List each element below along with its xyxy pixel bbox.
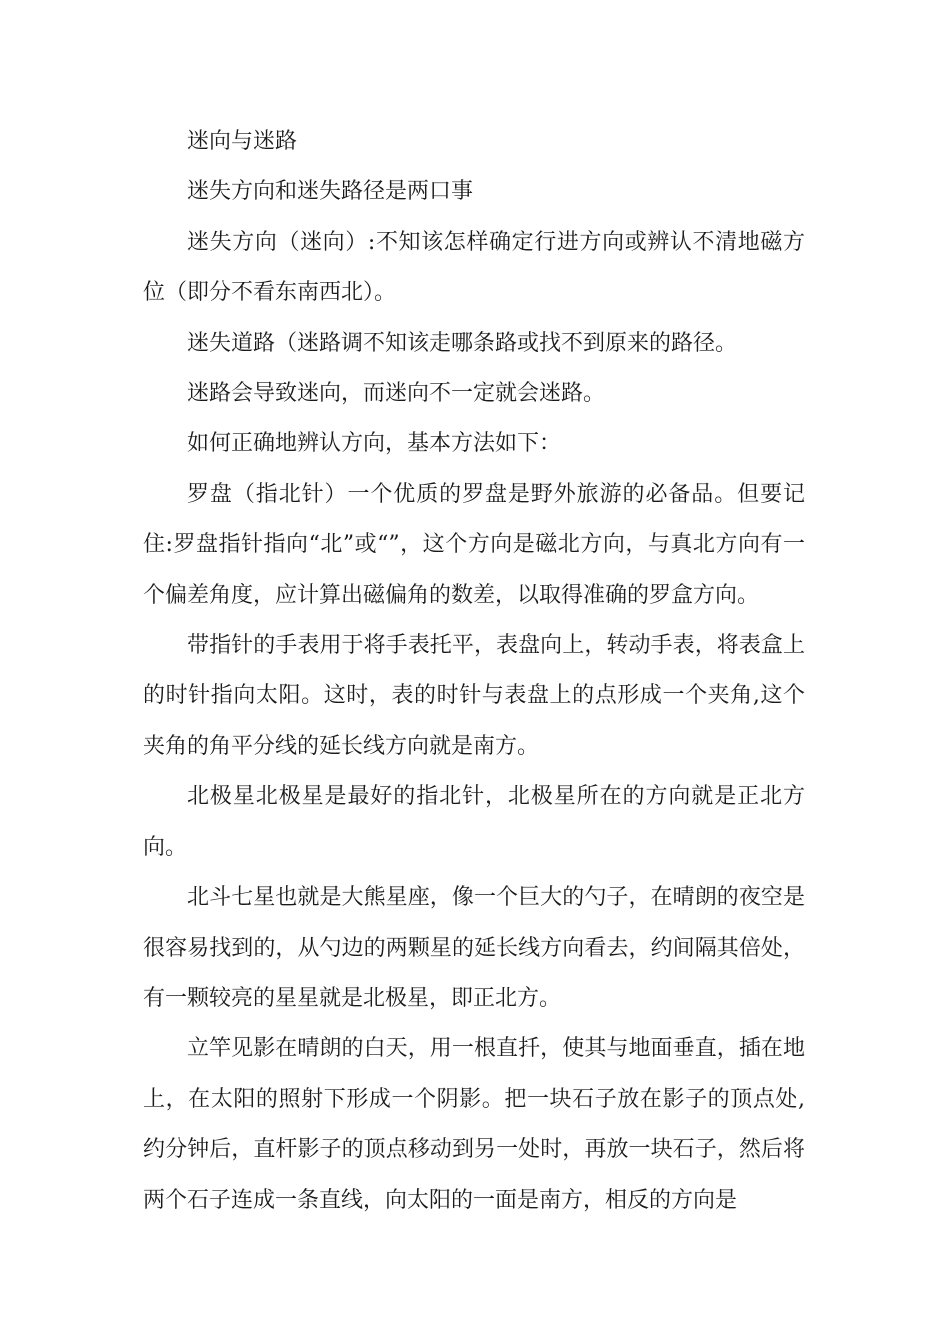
paragraph: 迷失道路（迷路调不知该走哪条路或找不到原来的路径。 <box>187 330 738 356</box>
paragraph: 立竿见影在晴朗的白天，用一根直扦，使其与地面垂直，插在地上，在太阳的照射下形成一个阴影。把一块石子放在影子的顶点处,约分钟后，直杆影子的顶点移动到另一处时，再放一块石子，然后将两个石子连成一条直线，向太阳的一面是南方，相反的方向是 <box>143 1036 805 1213</box>
paragraph: 迷路会导致迷向，而迷向不一定就会迷路。 <box>187 381 606 407</box>
paragraph-title: 迷向与迷路 <box>187 129 298 154</box>
paragraph: 迷失方向和迷失路径是两口事 <box>187 179 474 205</box>
paragraph: 罗盘（指北针）一个优质的罗盘是野外旅游的必备品。但要记住:罗盘指针指向“北”或“”，这个方向是磁北方向，与真北方向有一个偏差角度，应计算出磁偏角的数差，以取得准确的罗盒方向。 <box>143 481 805 608</box>
paragraph: 迷失方向（迷向）:不知该怎样确定行进方向或辨认不清地磁方位（即分不看东南西北）。 <box>143 229 805 306</box>
paragraph: 北极星北极星是最好的指北针，北极星所在的方向就是正北方向。 <box>143 784 805 860</box>
paragraph: 如何正确地辨认方向，基本方法如下： <box>187 431 562 457</box>
paragraph: 带指针的手表用于将手表托平，表盘向上，转动手表，将表盒上的时针指向太阳。这时，表的时针与表盘上的点形成一个夹角,这个夹角的角平分线的延长线方向就是南方。 <box>143 633 805 759</box>
document-body <box>143 117 805 1226</box>
paragraph: 北斗七星也就是大熊星座，像一个巨大的勺子，在晴朗的夜空是很容易找到的，从勺边的两颗星的延长线方向看去，约间隔其倍处，有一颗较亮的星星就是北极星，即正北方。 <box>143 885 805 1011</box>
